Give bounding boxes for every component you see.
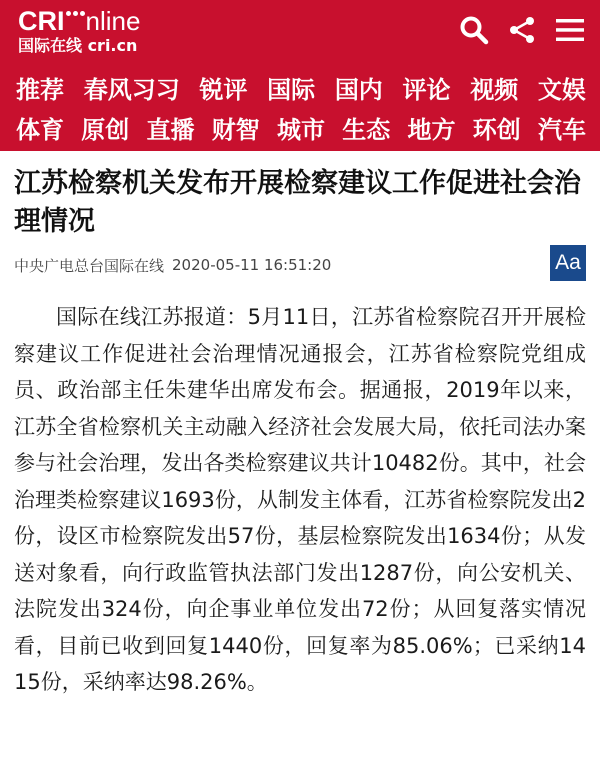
nav-item-sharp-comment[interactable]: 锐评: [199, 75, 248, 104]
nav-item-original[interactable]: 原创: [81, 115, 130, 144]
search-icon[interactable]: [458, 14, 490, 46]
article-body: 国际在线江苏报道：5月11日，江苏省检察院召开开展检察建议工作促进社会治理情况通报会，江苏省检察院党组成员、政治部主任朱建华出席发布会。据通报，2019年以来，江苏全省检察机关主动融入经济社会发展大局，依托司法办案参与社会治理，发出各类检察建议共计10482份。其中，社会治理类检察建议1693份，从制发主体看，江苏省检察院发出2份，设区市检察院发出57份，基层检察院发出1634份；从发送对象看，向行政监管执法部门发出1287份，向公安机关、法院发出324份，向企事业单位发出72份；从回复落实情况看，目前已收到回复1440份，回复率为85.06%；已采纳1415份，采纳率达98.26%。: [14, 305, 586, 694]
article-timestamp: 2020-05-11 16:51:20: [172, 256, 332, 274]
cri-online-logo[interactable]: [18, 6, 140, 55]
logo-wordmark: [18, 6, 140, 36]
font-size-button[interactable]: Aa: [550, 245, 586, 281]
nav-item-entertainment[interactable]: 文娱: [537, 75, 586, 104]
logo-subtitle: 国际在线 cri.cn: [18, 36, 138, 55]
nav-item-city[interactable]: 城市: [277, 115, 325, 144]
nav-item-live[interactable]: 直播: [146, 115, 195, 144]
channel-nav: [0, 61, 600, 151]
nav-item-international[interactable]: 国际: [267, 75, 316, 104]
nav-item-recommend[interactable]: 推荐: [16, 75, 64, 104]
nav-item-auto[interactable]: 汽车: [538, 115, 586, 144]
article-title: 江苏检察机关发布开展检察建议工作促进社会治理情况: [14, 168, 581, 237]
nav-item-environment[interactable]: 环创: [472, 115, 521, 144]
nav-item-spring-breeze[interactable]: 春风习习: [83, 75, 180, 104]
nav-item-local[interactable]: 地方: [407, 115, 456, 144]
channel-nav-row-2: [0, 107, 600, 147]
menu-icon[interactable]: [554, 14, 586, 46]
nav-item-commentary[interactable]: 评论: [402, 75, 451, 104]
logo-online-text: nline: [85, 6, 141, 36]
nav-item-sports[interactable]: 体育: [16, 115, 64, 144]
logo-cri-text: CRI: [18, 6, 65, 36]
nav-item-finance[interactable]: 财智: [211, 115, 260, 144]
article-meta: [14, 249, 586, 281]
share-icon[interactable]: [506, 14, 538, 46]
nav-item-ecology[interactable]: 生态: [342, 115, 391, 144]
nav-item-video[interactable]: 视频: [470, 75, 519, 104]
channel-nav-row-1: [0, 67, 600, 107]
top-bar: [0, 0, 600, 61]
article-source: 中央广电总台国际在线: [14, 256, 165, 275]
nav-item-domestic[interactable]: 国内: [334, 75, 383, 104]
header-actions: [458, 14, 586, 46]
